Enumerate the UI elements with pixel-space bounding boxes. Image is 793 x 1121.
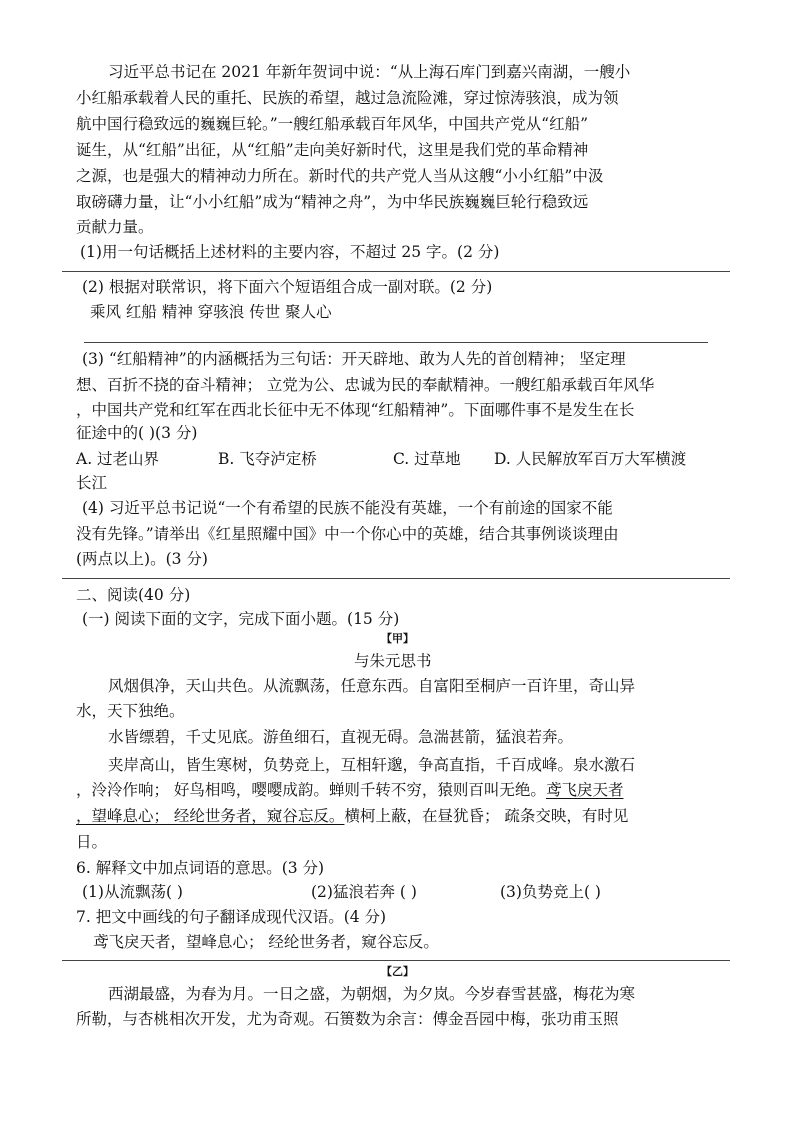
passage-title: 与朱元思书 (354, 652, 432, 670)
question-6-item-1: (1)从流飘荡( ) (82, 883, 183, 901)
yi-line-1: 西湖最盛，为春为月。一日之盛，为朝烟，为夕岚。今岁春雪甚盛，梅花为寒 (108, 985, 636, 1003)
passage-p3-c-text: 横柯上蔽，在昼犹昏； 疏条交映，有时见 (344, 807, 629, 825)
passage-p1-a: 风烟俱净，天山共色。从流飘荡，任意东西。自富阳至桐庐一百许里，奇山异 (108, 677, 636, 695)
underlined-sentence-end: ，望峰息心； 经纶世务者，窥谷忘反。 (76, 807, 345, 825)
underlined-sentence-start: 鸢飞戾天者 (545, 781, 624, 799)
material-line-5: 之源，也是强大的精神动力所在。新时代的共产党人当从这艘“小小红船”中汲 (76, 167, 604, 185)
question-6-item-3: (3)负势竞上( ) (500, 883, 601, 901)
question-6: 6. 解释文中加点词语的意思。(3 分) (76, 859, 325, 877)
option-c: C. 过草地 (393, 450, 461, 468)
option-a: A. 过老山界 (76, 450, 160, 468)
question-3-line-4: 征途中的( )(3 分) (76, 424, 198, 442)
material-line-3: 航中国行稳致远的巍巍巨轮。”一艘红船承载百年风华，中国共产党从“红船” (76, 115, 589, 133)
question-4-line-2: 没有先锋。”请举出《红星照耀中国》中一个你心中的英雄，结合其事例谈谈理由 (76, 525, 619, 543)
option-b: B. 飞夺泸定桥 (218, 450, 317, 468)
material-line-1: 习近平总书记在 2021 年新年贺词中说：“从上海石库门到嘉兴南湖，一艘小 (108, 63, 631, 81)
passage-p1-b: 水，天下独绝。 (76, 702, 185, 720)
option-d-continued: 长江 (76, 474, 108, 492)
answer-line-1 (62, 271, 730, 272)
passage-p3-c (76, 805, 628, 827)
passage-p3-b (76, 779, 623, 801)
question-6-item-2: (2)猛浪若奔 ( ) (311, 883, 417, 901)
question-7-sentence: 鸢飞戾天者，望峰息心； 经纶世务者，窥谷忘反。 (93, 933, 439, 951)
section-2-title: 二、阅读(40 分) (76, 586, 191, 604)
jia-label: 【甲】 (381, 632, 414, 645)
material-line-4: 诞生，从“红船”出征，从“红船”走向美好新时代，这里是我们党的革命精神 (76, 141, 589, 159)
question-3-line-3: ，中国共产党和红军在西北长征中无不体现“红船精神”。下面哪件事不是发生在长 (76, 401, 635, 419)
answer-line-2 (84, 342, 708, 343)
question-4-line-1: (4) 习近平总书记说“一个有希望的民族不能没有英雄，一个有前途的国家不能 (82, 499, 613, 517)
question-4-line-3: (两点以上)。(3 分) (76, 550, 208, 568)
question-2-phrases: 乘风 红船 精神 穿骇浪 传世 聚人心 (90, 303, 332, 321)
section-divider (62, 578, 730, 579)
passage-p3-b-text: ，泠泠作响； 好鸟相鸣，嘤嘤成韵。蝉则千转不穷，猿则百叫无绝。 (76, 781, 546, 799)
question-3-line-2: 想、百折不挠的奋斗精神； 立党为公、忠诚为民的奉献精神。一艘红船承载百年风华 (76, 376, 655, 394)
question-3-line-1: (3) “红船精神”的内涵概括为三句话：开天辟地、敢为人先的首创精神； 坚定理 (82, 350, 626, 368)
option-d: D. 人民解放军百万大军横渡 (494, 450, 687, 468)
passage-p2: 水皆缥碧，千丈见底。游鱼细石，直视无碍。急湍甚箭，猛浪若奔。 (108, 728, 574, 746)
reading-part-1: (一) 阅读下面的文字，完成下面小题。(15 分) (82, 610, 400, 628)
material-line-2: 小红船承载着人民的重托、民族的希望，越过急流险滩，穿过惊涛骇浪，成为领 (76, 89, 619, 107)
yi-line-2: 所勒，与杏桃相次开发，尤为奇观。石篑数为余言：傅金吾园中梅，张功甫玉照 (76, 1010, 619, 1028)
passage-p3-a: 夹岸高山，皆生寒树，负势竞上，互相轩邈，争高直指，千百成峰。泉水激石 (108, 756, 636, 774)
question-1: (1)用一句话概括上述材料的主要内容，不超过 25 字。(2 分) (80, 243, 500, 261)
yi-label: 【乙】 (381, 965, 414, 978)
material-line-7: 贡献力量。 (76, 218, 154, 236)
passage-p3-d: 日。 (76, 833, 108, 851)
material-line-6: 取磅礴力量，让“小小红船”成为“精神之舟”，为中华民族巍巍巨轮行稳致远 (76, 193, 589, 211)
question-2: (2) 根据对联常识，将下面六个短语组合成一副对联。(2 分) (82, 278, 493, 296)
question-7: 7. 把文中画线的句子翻译成现代汉语。(4 分) (76, 908, 387, 926)
